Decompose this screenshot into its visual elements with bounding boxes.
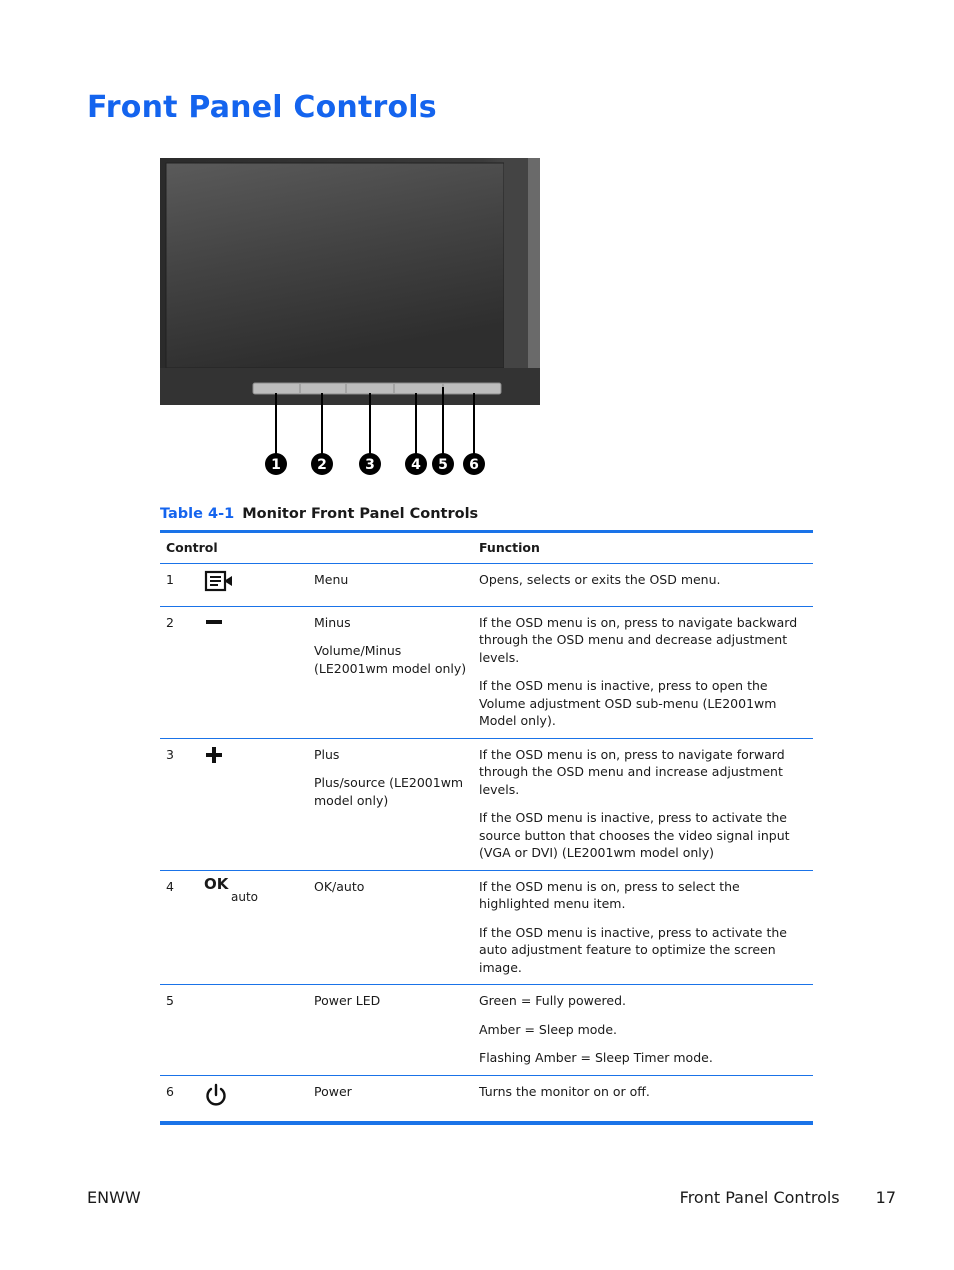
- function-text: If the OSD menu is inactive, press to activate the source button that chooses the video signal input (VGA or DVI) (LE2001wm model only): [479, 810, 790, 860]
- row-number: 5: [160, 985, 198, 1076]
- power-icon: [204, 1081, 234, 1109]
- footer-left: ENWW: [87, 1188, 141, 1207]
- monitor-body: [160, 158, 540, 405]
- control-name: Plus: [314, 746, 340, 762]
- row-number: 3: [160, 738, 198, 870]
- table-row: [160, 1075, 813, 1123]
- function-text: If the OSD menu is on, press to select the highlighted menu item.: [479, 878, 740, 911]
- callout-2: [311, 453, 333, 475]
- page-number: 17: [875, 1188, 896, 1207]
- table-caption: [160, 506, 478, 522]
- function-text: If the OSD menu is inactive, press to activate the auto adjustment feature to optimize the screen image.: [479, 924, 787, 975]
- control-note: Volume/Minus (LE2001wm model only): [314, 643, 467, 676]
- row-number: 4: [160, 870, 198, 985]
- page-title: Front Panel Controls: [87, 90, 437, 125]
- function-text: Turns the monitor on or off.: [479, 1083, 650, 1099]
- function-text: If the OSD menu is inactive, press to open the Volume adjustment OSD sub-menu (LE2001wm Model only).: [479, 678, 777, 728]
- svg-text:6: 6: [469, 457, 479, 473]
- table-row: [160, 985, 813, 1076]
- control-name: OK/auto: [314, 878, 365, 894]
- function-text: Flashing Amber = Sleep Timer mode.: [479, 1050, 713, 1065]
- ok-icon-label: OK: [204, 874, 229, 893]
- row-number: 2: [160, 606, 198, 738]
- svg-text:2: 2: [317, 457, 327, 473]
- table-header-row: [160, 532, 813, 564]
- row-number: 1: [166, 572, 174, 587]
- controls-table: [160, 530, 813, 1125]
- function-text: Green = Fully powered.: [479, 993, 626, 1008]
- table-number: Table 4-1: [160, 506, 235, 522]
- row-number: 6: [160, 1075, 198, 1123]
- callout-5: [432, 453, 454, 475]
- function-text: If the OSD menu is on, press to navigate backward through the OSD menu and decrease adjustment levels.: [479, 614, 798, 665]
- auto-icon-label: auto: [231, 889, 259, 904]
- footer-right: [680, 1188, 896, 1207]
- table-row: [160, 564, 813, 607]
- header-function: Function: [473, 532, 813, 564]
- control-note: Plus/source (LE2001wm model only): [314, 775, 464, 808]
- callout-markers: [265, 453, 485, 475]
- plus-icon: [204, 744, 234, 766]
- button-strip: [253, 383, 501, 394]
- svg-text:5: 5: [438, 457, 448, 473]
- callout-1: [265, 453, 287, 475]
- table-row: [160, 870, 813, 985]
- table-row: [160, 738, 813, 870]
- function-text: If the OSD menu is on, press to navigate forward through the OSD menu and increase adjustment levels.: [479, 746, 785, 797]
- table-title: Monitor Front Panel Controls: [242, 506, 479, 522]
- svg-text:3: 3: [365, 457, 375, 473]
- control-name: Minus: [314, 614, 351, 630]
- control-name: Power LED: [314, 993, 381, 1008]
- footer-section: Front Panel Controls: [679, 1188, 840, 1207]
- callout-6: [463, 453, 485, 475]
- monitor-front-panel-figure: [160, 155, 550, 485]
- ok-auto-icon: [204, 876, 264, 906]
- menu-icon: [204, 569, 234, 593]
- callout-4: [405, 453, 427, 475]
- table-row: [160, 606, 813, 738]
- function-text: Amber = Sleep mode.: [479, 1021, 618, 1037]
- svg-text:4: 4: [411, 457, 421, 473]
- minus-icon: [204, 612, 234, 632]
- callout-3: [359, 453, 381, 475]
- control-name: Menu: [314, 572, 349, 587]
- header-control: Control: [160, 532, 473, 564]
- svg-text:1: 1: [271, 457, 281, 473]
- function-text: Opens, selects or exits the OSD menu.: [479, 572, 721, 587]
- control-name: Power: [314, 1083, 352, 1099]
